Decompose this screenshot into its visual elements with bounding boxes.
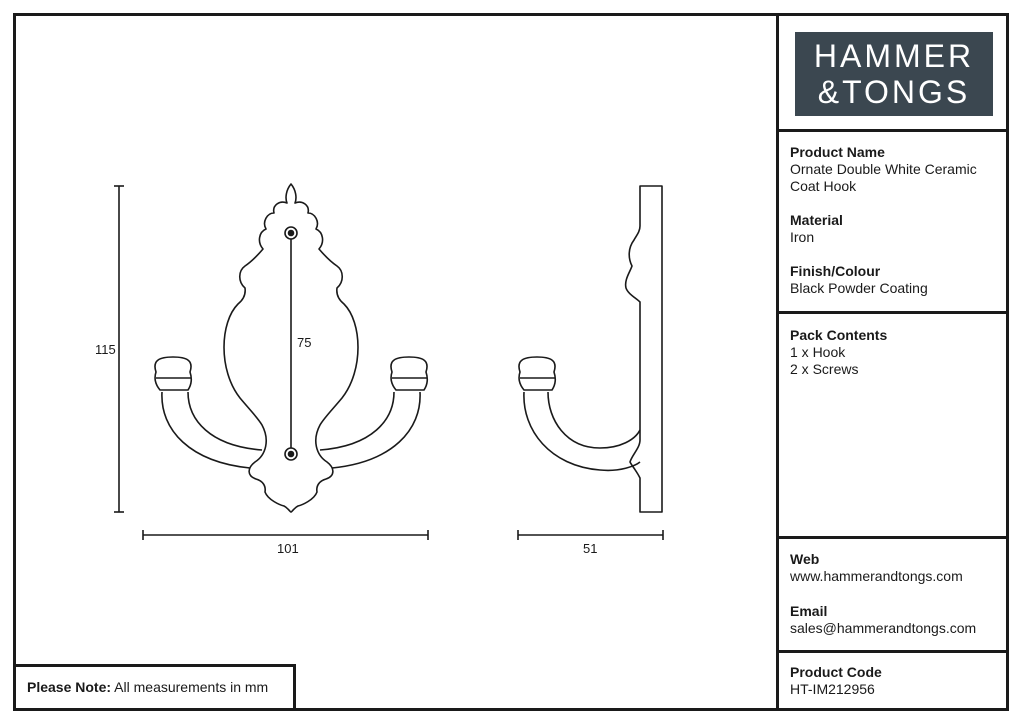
side-arm xyxy=(524,392,640,470)
measurement-note xyxy=(13,664,296,711)
front-left-knob xyxy=(155,357,191,390)
pack-contents xyxy=(790,327,887,378)
front-right-knob xyxy=(391,357,427,390)
screw-hole-bottom-inner xyxy=(289,452,294,457)
material-label: Material xyxy=(790,212,843,228)
web-label: Web xyxy=(790,551,820,567)
note-text: All measurements in mm xyxy=(114,679,269,695)
product-name-label: Product Name xyxy=(790,144,885,160)
brand-logo xyxy=(795,32,993,116)
screw-hole-top-inner xyxy=(289,231,294,236)
panel-rule xyxy=(779,311,1009,314)
pack-item: 2 x Screws xyxy=(790,361,859,377)
note-label: Please Note: xyxy=(27,679,112,695)
material-value: Iron xyxy=(790,229,815,245)
product-code-label: Product Code xyxy=(790,664,882,680)
email-label: Email xyxy=(790,603,828,619)
product-code-value: HT-IM212956 xyxy=(790,681,875,697)
pack-contents-label: Pack Contents xyxy=(790,327,888,343)
panel-rule xyxy=(779,536,1009,539)
panel-rule xyxy=(779,650,1009,653)
product-code xyxy=(790,664,882,698)
front-left-arm xyxy=(162,392,262,468)
height-dimension-label: 115 xyxy=(95,342,116,357)
side-knob xyxy=(519,357,555,390)
pack-item: 1 x Hook xyxy=(790,344,846,360)
screw-spacing-label: 75 xyxy=(297,335,312,350)
brand-line-2: &TONGS xyxy=(817,74,971,110)
front-right-arm xyxy=(320,392,420,468)
depth-dimension-label: 51 xyxy=(583,541,598,556)
contact-info xyxy=(790,551,976,637)
email-link[interactable]: sales@hammerandtongs.com xyxy=(790,620,977,636)
product-info xyxy=(790,144,1002,297)
finish-label: Finish/Colour xyxy=(790,263,881,279)
brand-line-1: HAMMER xyxy=(813,38,975,74)
panel-rule xyxy=(779,129,1009,132)
finish-value: Black Powder Coating xyxy=(790,280,928,296)
product-name-value: Ornate Double White Ceramic Coat Hook xyxy=(790,161,977,194)
panel-divider xyxy=(776,13,779,711)
side-backplate xyxy=(626,186,662,512)
width-dimension-label: 101 xyxy=(277,541,299,556)
web-link[interactable]: www.hammerandtongs.com xyxy=(790,568,963,584)
